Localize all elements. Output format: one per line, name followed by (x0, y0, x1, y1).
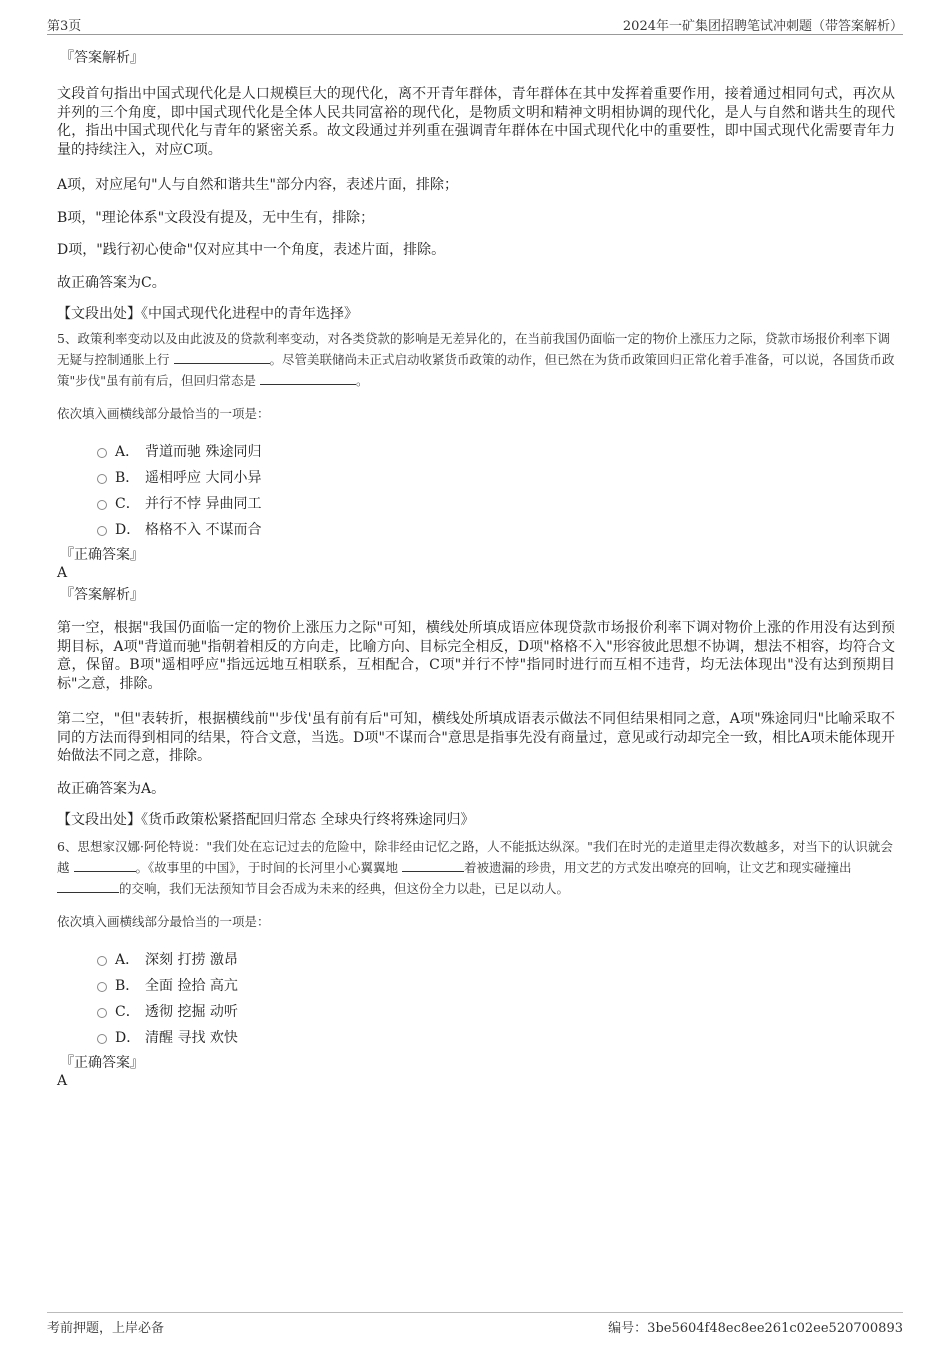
option-text: 遥相呼应 大同小异 (145, 470, 262, 486)
option-letter: C． (115, 496, 140, 512)
option-letter: A． (115, 444, 140, 460)
q5-source: 【文段出处】《货币政策松紧搭配回归常态 全球央行终将殊途同归》 (57, 812, 475, 828)
q5-instruction: 依次填入画横线部分最恰当的一项是： (57, 406, 270, 421)
radio-button-icon[interactable] (97, 526, 107, 536)
q6-blank-1 (74, 859, 136, 872)
page-footer (47, 1312, 903, 1336)
page-header (47, 12, 903, 35)
radio-button-icon[interactable] (97, 1008, 107, 1018)
q5-stem-part3: 。 (355, 373, 369, 388)
radio-button-icon[interactable] (97, 1034, 107, 1044)
option-letter: D． (115, 522, 141, 538)
radio-button-icon[interactable] (97, 956, 107, 966)
q6-option-a[interactable] (57, 947, 895, 973)
q6-stem-part3: 着被遗漏的珍贵，用文艺的方式发出嘹亮的回响，让文艺和现实碰撞出 (464, 860, 852, 875)
option-text: 全面 捡拾 高亢 (145, 978, 238, 994)
radio-button-icon[interactable] (97, 448, 107, 458)
radio-button-icon[interactable] (97, 474, 107, 484)
q5-option-a[interactable] (57, 439, 895, 465)
q6-option-d[interactable] (57, 1025, 895, 1051)
q4-source: 【文段出处】《中国式现代化进程中的青年选择》 (57, 306, 358, 322)
q6-option-b[interactable] (57, 973, 895, 999)
q5-option-c[interactable] (57, 491, 895, 517)
q4-analysis-paragraph: 文段首句指出中国式现代化是人口规模巨大的现代化，离不开青年群体，青年群体在其中发挥着重要作用，接着通过相同句式，再次从并列的三个角度，即中国式现代化是全体人民共同富裕的现代化，是物质文明和精神文明相协调的现代化，是人与自然和谐共生的现代化，指出中国式现代化与青年的紧密关系。故文段通过并列重在强调青年群体在中国式现代化中的重要性，即中国式现代化需要青年力量的持续注入，对应C项。 (57, 86, 895, 158)
q5-stem-part2: 。尽管美联储尚未正式启动收紧货币政策的动作，但已然在为货币政策回归正常化着手准备，可以说，各国货币政策"步伐"虽有前有后，但回归常态是 (57, 352, 895, 388)
q4-option-a-note: A项，对应尾句"人与自然和谐共生"部分内容，表述片面，排除； (57, 177, 458, 193)
q5-option-d[interactable] (57, 517, 895, 543)
q6-options (57, 947, 895, 1051)
q4-analysis-tag: 『答案解析』 (60, 50, 144, 66)
option-letter: B． (115, 978, 140, 994)
q4-option-b-note: B项，"理论体系"文段没有提及，无中生有，排除； (57, 209, 375, 226)
option-letter: B． (115, 470, 140, 486)
q6-answer-tag: 『正确答案』 (60, 1055, 144, 1071)
q6-stem-part4: 的交响，我们无法预知节目会否成为未来的经典，但这份全力以赴，已足以动人。 (119, 881, 570, 896)
q6-stem-part2: 。《故事里的中国》，于时间的长河里小心翼翼地 (135, 860, 399, 875)
option-text: 格格不入 不谋而合 (145, 522, 262, 538)
option-letter: D． (115, 1030, 141, 1046)
q6-blank-2 (402, 859, 464, 872)
q6-option-c[interactable] (57, 999, 895, 1025)
option-text: 透彻 挖掘 动听 (145, 1004, 238, 1020)
q6-blank-3 (57, 880, 119, 893)
option-text: 并行不悖 异曲同工 (145, 496, 262, 512)
option-letter: C． (115, 1004, 140, 1020)
option-letter: A． (115, 952, 140, 968)
q5-analysis-2: 第二空，"但"表转折，根据横线前"'步伐'虽有前有后"可知，横线处所填成语表示做法不同但结果相同之意，A项"殊途同归"比喻采取不同的方法而得到相同的结果，符合文意，当选。D项"不谋而合"意思是指事先没有商量过，意见或行动却完全一致，相比A项未能体现开始做法不同之意，排除。 (57, 711, 895, 764)
q5-blank-2 (260, 372, 356, 385)
q6-instruction: 依次填入画横线部分最恰当的一项是： (57, 914, 270, 929)
page-number: 第3页 (47, 19, 82, 34)
footer-serial-number: 编号：3be5604f48ec8ee261c02ee520700893 (608, 1321, 903, 1336)
q6-stem-part1: 6、思想家汉娜·阿伦特说："我们处在忘记过去的危险中，除非经由记忆之路，人不能抵达纵深。"我们在时光的走道里走得次数越多，对当下的认识就会越 (57, 839, 893, 875)
q6-answer: A (57, 1073, 68, 1089)
q5-options (57, 439, 895, 543)
q5-answer-tag: 『正确答案』 (60, 547, 144, 563)
option-text: 清醒 寻找 欢快 (145, 1030, 238, 1046)
q4-conclusion: 故正确答案为C。 (57, 274, 166, 291)
q5-stem-part1: 5、政策利率变动以及由此波及的贷款利率变动，对各类贷款的影响是无差异化的，在当前我国仍面临一定的物价上涨压力之际，贷款市场报价利率下调无疑与控制通胀上行 (57, 331, 890, 367)
q5-option-b[interactable] (57, 465, 895, 491)
document-title: 2024年一矿集团招聘笔试冲刺题（带答案解析） (622, 19, 903, 34)
page-content (57, 44, 895, 1089)
q4-option-d-note: D项，"践行初心使命"仅对应其中一个角度，表述片面，排除。 (57, 242, 446, 258)
radio-button-icon[interactable] (97, 982, 107, 992)
q5-conclusion: 故正确答案为A。 (57, 780, 166, 797)
q5-blank-1 (174, 351, 270, 364)
q5-stem (57, 328, 895, 391)
radio-button-icon[interactable] (97, 500, 107, 510)
q5-answer: A (57, 565, 68, 581)
q5-analysis-1: 第一空，根据"我国仍面临一定的物价上涨压力之际"可知，横线处所填成语应体现贷款市场报价利率下调对物价上涨的作用没有达到预期目标，A项"背道而驰"指朝着相反的方向走，比喻方向、目标完全相反，D项"格格不入"形容彼此思想不协调，想法不相容，均符合文意，保留。B项"遥相呼应"指远远地互相联系，互相配合，C项"并行不悖"指同时进行而互相不违背，均无法体现出"没有达到预期目标"之意，排除。 (57, 620, 895, 692)
option-text: 深刻 打捞 激昂 (145, 952, 238, 968)
q6-stem (57, 836, 895, 899)
footer-slogan: 考前押题，上岸必备 (47, 1321, 165, 1336)
option-text: 背道而驰 殊途同归 (145, 444, 262, 460)
q5-analysis-tag: 『答案解析』 (60, 587, 144, 603)
